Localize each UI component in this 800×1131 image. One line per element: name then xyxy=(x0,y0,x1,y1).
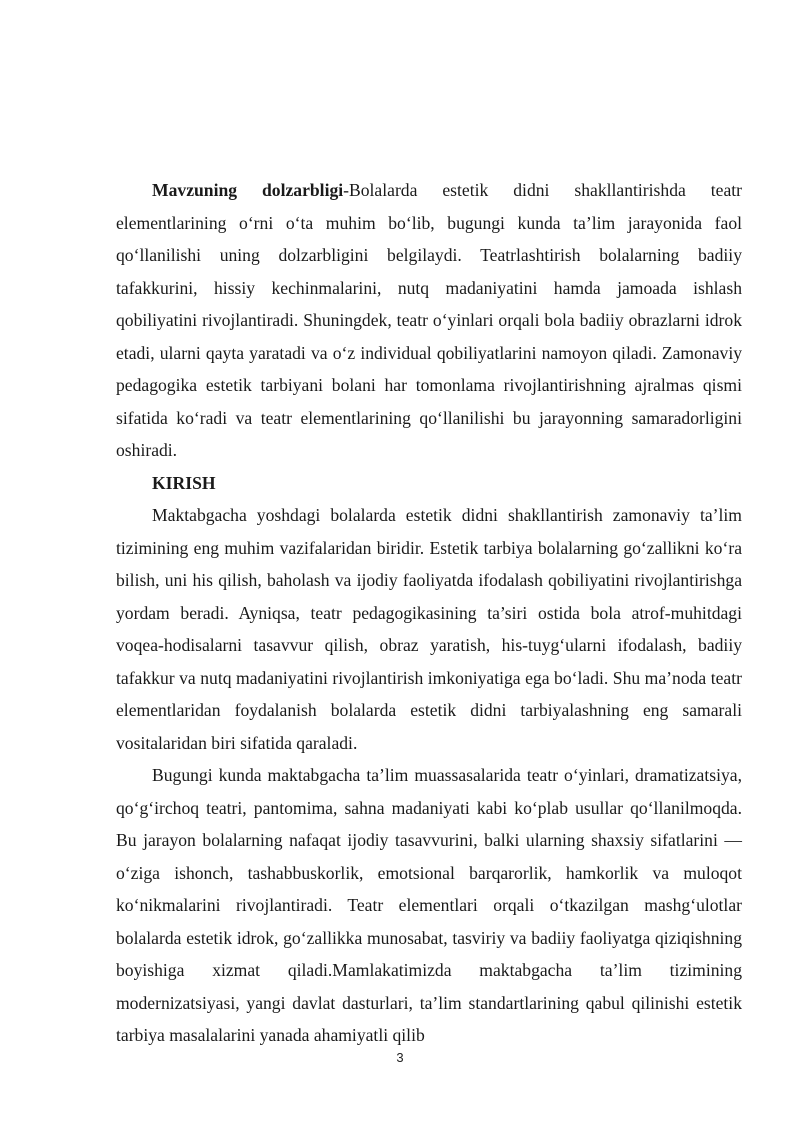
paragraph-3: Bugungi kunda maktabgacha ta’lim muassasalarida teatr o‘yinlari, dramatizatsiya, qo‘g‘irchoq teatri, pantomima, sahna madaniyati kabi ko‘plab usullar qo‘llanilmoqda. Bu jarayon bolalarning nafaqat ijodiy tasavvurini, balki ularning shaxsiy sifatlarini — o‘ziga ishonch, tashabbuskorlik, emotsional barqarorlik, hamkorlik va muloqot ko‘nikmalarini rivojlantiradi. Teatr elementlari orqali o‘tkazilgan mashg‘ulotlar bolalarda estetik idrok, go‘zallikka munosabat, tasviriy va badiiy faoliyatga qiziqishning boyishiga xizmat qiladi.Mamlakatimizda maktabgacha ta’lim tizimining modernizatsiyasi, yangi davlat dasturlari, ta’lim standartlarining qabul qilinishi estetik tarbiya masalalarini yanada ahamiyatli qilib xyxy=(116,765,742,1045)
document-body xyxy=(116,174,742,1052)
section-heading: KIRISH xyxy=(152,472,216,493)
page-number: 3 xyxy=(396,1050,404,1065)
intro-paragraph xyxy=(116,174,742,467)
intro-text: -Bolalarda estetik didni shakllantirishda teatr elementlarining o‘rni o‘ta muhim bo‘lib, bugungi kunda ta’lim jarayonida faol qo‘llanilishi uning dolzarbligini belgilaydi. Teatrlashtirish bolalarning badiiy tafakkurini, hissiy kechinmalarini, nutq madaniyatini hamda jamoada ishlash qobiliyatini rivojlantiradi. Shuningdek, teatr o‘yinlari orqali bola badiiy obrazlarni idrok etadi, ularni qayta yaratadi va o‘z individual qobiliyatlarini namoyon qiladi. Zamonaviy pedagogika estetik tarbiyani bolani har tomonlama rivojlantirishning ajralmas qismi sifatida ko‘radi va teatr elementlarining qo‘llanilishi bu jarayonning samaradorligini oshiradi. xyxy=(116,180,743,460)
intro-lead: Mavzuning dolzarbligi xyxy=(152,180,344,200)
paragraph-2: Maktabgacha yoshdagi bolalarda estetik didni shakllantirish zamonaviy ta’lim tizimining eng muhim vazifalaridan biridir. Estetik tarbiya bolalarning go‘zallikni ko‘ra bilish, uni his qilish, baholash va ijodiy faoliyatda ifodalash qobiliyatini rivojlantirishga yordam beradi. Ayniqsa, teatr pedagogikasining ta’siri ostida bola atrof-muhitdagi voqea-hodisalarni tasavvur qilish, obraz yaratish, his-tuyg‘ularni ifodalash, badiiy tafakkur va nutq madaniyatini rivojlantirish imkoniyatiga ega bo‘ladi. Shu ma’noda teatr elementlaridan foydalanish bolalarda estetik didni tarbiyalashning eng samarali vositalaridan biri sifatida qaraladi. xyxy=(116,505,742,753)
